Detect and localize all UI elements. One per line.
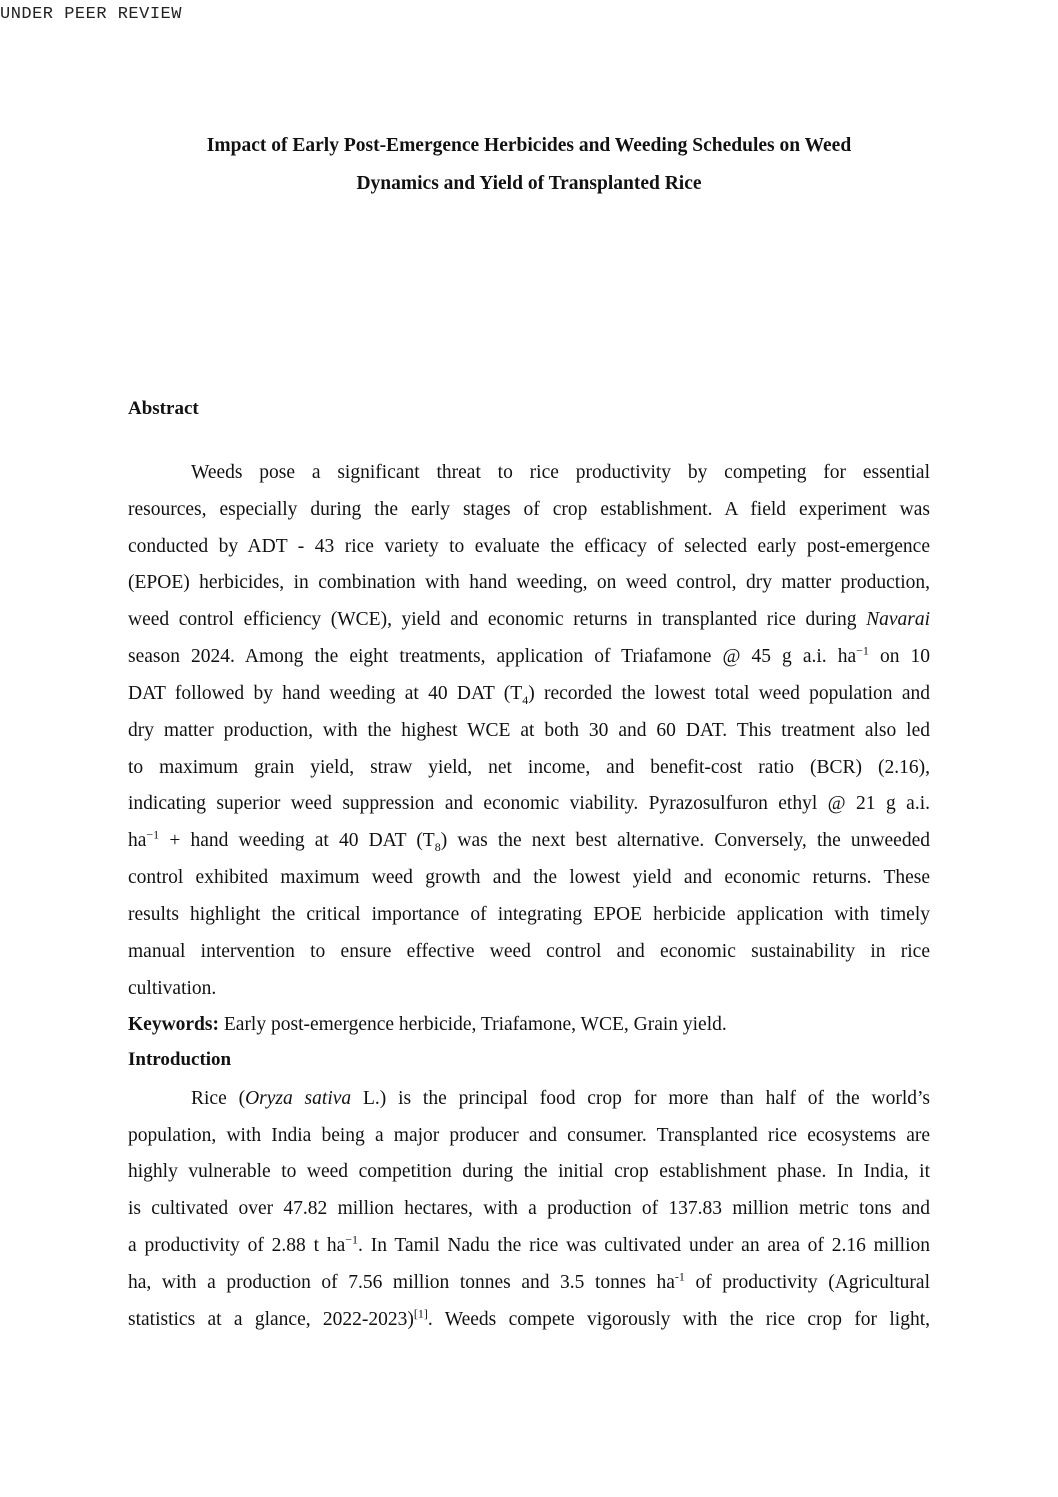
title-line-2: Dynamics and Yield of Transplanted Rice	[356, 173, 702, 194]
keywords-label: Keywords:	[128, 1014, 219, 1035]
title-line-1: Impact of Early Post-Emergence Herbicides and Weeding Schedules on Weed	[206, 135, 852, 156]
intro-line: statistics at a glance, 2022-2023)[1]. Weeds compete vigorously with the rice crop for light,	[128, 1306, 930, 1330]
citation-1[interactable]: [1]	[413, 1306, 428, 1321]
species-name: Oryza sativa	[245, 1088, 352, 1109]
abstract-line: resources, especially during the early stages of crop establishment. A field experiment was	[128, 499, 930, 520]
abstract-line: DAT followed by hand weeding at 40 DAT $(T_4)$ recorded the lowest total weed population and	[128, 683, 930, 707]
abstract-heading: Abstract	[128, 398, 199, 419]
keywords	[128, 1013, 930, 1037]
intro-line: highly vulnerable to weed competition during the initial crop establishment phase. In India, it	[128, 1161, 930, 1182]
abstract-line: to maximum grain yield, straw yield, net income, and benefit-cost ratio (BCR) (2.16),	[128, 757, 930, 778]
abstract-line: indicating superior weed suppression and economic viability. Pyrazosulfuron ethyl @ 21 g a.i.	[128, 793, 930, 814]
abstract-line: Weeds pose a significant threat to rice productivity by competing for essential	[191, 462, 930, 483]
intro-line: is cultivated over 47.82 million hectares, with a production of 137.83 million metric tons and	[128, 1198, 930, 1219]
abstract-line: season 2024. Among the eight treatments, application of Triafamone @ 45 g a.i. $ha^{-1}$ on 10	[128, 643, 931, 667]
abstract-line: results highlight the critical importance of integrating EPOE herbicide application with timely	[128, 904, 930, 925]
intro-line: ha, with a production of 7.56 million tonnes and 3.5 tonnes $ha^{-1}$ of productivity (Agricultural	[128, 1269, 930, 1293]
intro-line: a productivity of 2.88 t $ha^{-1}$. In Tamil Nadu the rice was cultivated under an area of 2.16 million	[128, 1232, 931, 1256]
season-name: Navarai	[866, 609, 930, 630]
abstract-line: control exhibited maximum weed growth and the lowest yield and economic returns. These	[128, 867, 930, 888]
keywords-text: Early post-emergence herbicide, Triafamone, WCE, Grain yield.	[219, 1014, 727, 1035]
intro-line: Rice (Oryza sativa L.) is the principal food crop for more than half of the world’s	[191, 1088, 930, 1109]
abstract-line: (EPOE) herbicides, in combination with hand weeding, on weed control, dry matter production,	[128, 572, 930, 593]
abstract-line: conducted by ADT - 43 rice variety to evaluate the efficacy of selected early post-emergence	[128, 536, 930, 557]
introduction-heading: Introduction	[128, 1049, 232, 1070]
abstract-line: cultivation.	[128, 978, 217, 999]
abstract-line: manual intervention to ensure effective weed control and economic sustainability in rice	[128, 941, 930, 962]
abstract-line: $ha^{-1}$ + hand weeding at 40 DAT $(T_8)$ was the next best alternative. Conversely, the unweeded	[128, 827, 930, 854]
under-peer-review-watermark: UNDER PEER REVIEW	[0, 5, 182, 24]
abstract-line: dry matter production, with the highest WCE at both 30 and 60 DAT. This treatment also led	[128, 720, 930, 741]
intro-line: population, with India being a major producer and consumer. Transplanted rice ecosystems are	[128, 1125, 930, 1146]
abstract-line: weed control efficiency (WCE), yield and economic returns in transplanted rice during Navarai	[128, 609, 930, 630]
paper-title	[128, 127, 930, 203]
